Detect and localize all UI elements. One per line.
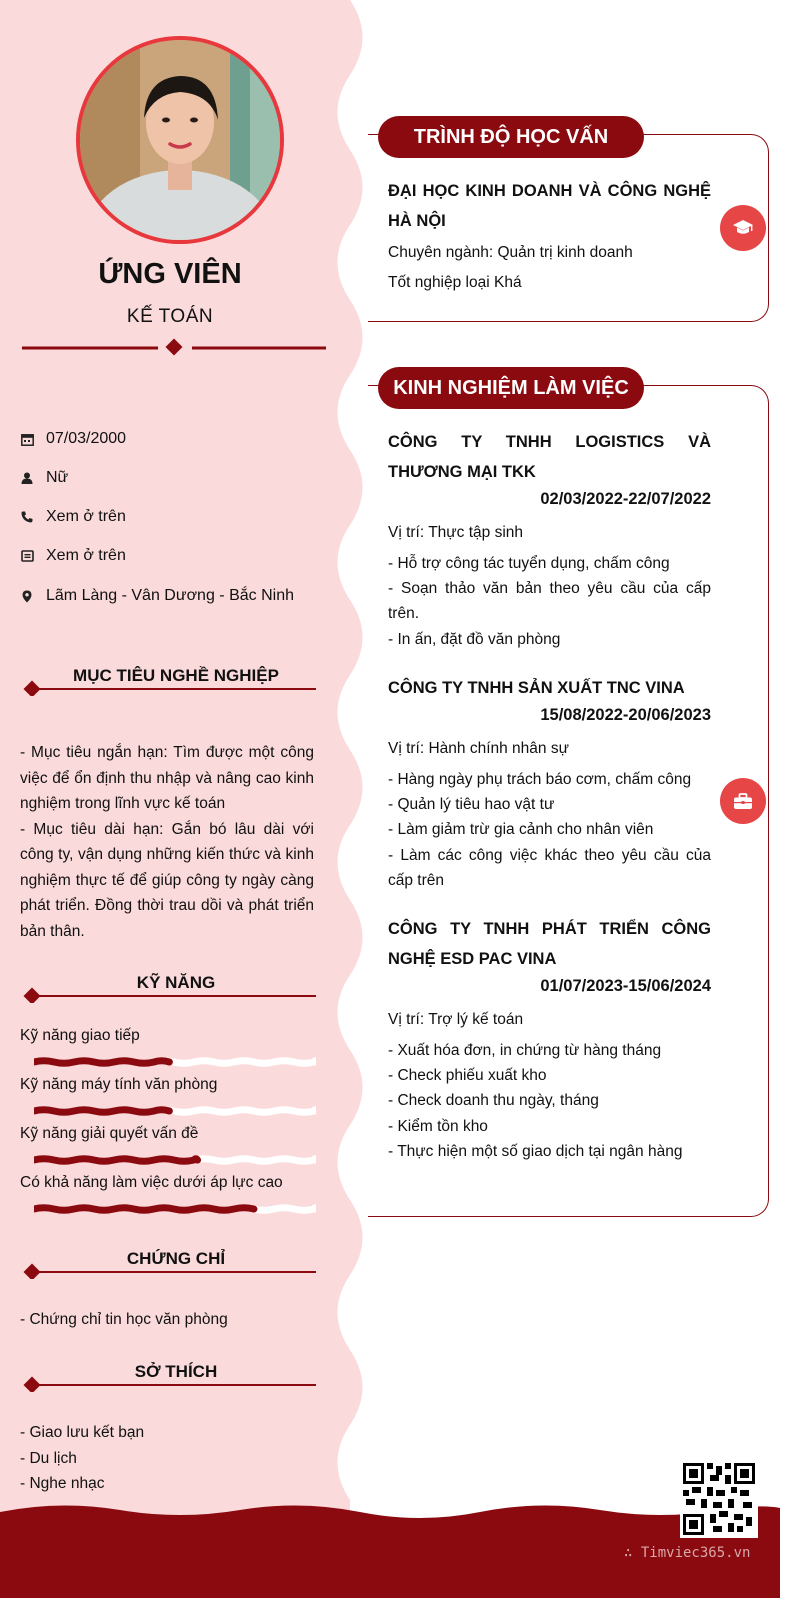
skill-bar (34, 1105, 316, 1117)
objective-text (20, 740, 314, 944)
objective-long-term: - Mục tiêu dài hạn: Gắn bó lâu dài với công ty, vận dụng những kiến thức và kinh nghiệm thực tế để giúp công ty ngày càng phát triển. Đồng thời trau dồi và phát triển bản thân. (20, 820, 314, 940)
hobby-item: - Du lịch (20, 1450, 77, 1467)
job-position: Vị trí: Thực tập sinh (388, 524, 524, 541)
job-duty: - Kiểm tồn kho (388, 1118, 488, 1135)
contact-address (20, 585, 294, 607)
job-duty: - Hàng ngày phụ trách báo cơm, chấm công (388, 771, 692, 788)
job-duty: - Check doanh thu ngày, tháng (388, 1092, 599, 1109)
education-grade: Tốt nghiệp loại Khá (388, 274, 522, 291)
job-title: KẾ TOÁN (126, 306, 214, 327)
qr-code (680, 1460, 758, 1538)
portrait-image (80, 40, 280, 240)
user-icon (20, 471, 34, 485)
skill-fill (34, 1061, 169, 1064)
skill-label: Có khả năng làm việc dưới áp lực cao (20, 1174, 283, 1191)
phone-icon (20, 510, 34, 524)
education-major: Chuyên ngành: Quản trị kinh doanh (388, 244, 633, 261)
contact-email (20, 545, 126, 567)
objective-short-term: - Mục tiêu ngắn hạn: Tìm được một công việc để ổn định thu nhập và nâng cao kinh nghiệm trong lĩnh vực kế toán (20, 744, 314, 812)
hobby-item: - Nghe nhạc (20, 1475, 105, 1492)
email-text: Xem ở trên (46, 547, 126, 564)
name-divider (22, 338, 326, 358)
calendar-icon (20, 432, 34, 446)
skill-fill (34, 1159, 198, 1162)
objective-title: MỤC TIÊU NGHỀ NGHIỆP (73, 666, 279, 685)
address-text: Lãm Làng - Vân Dương - Bắc Ninh (46, 587, 294, 604)
skill-fill (34, 1110, 169, 1113)
education-school: ĐẠI HỌC KINH DOANH VÀ CÔNG NGHỆ HÀ NỘI (388, 182, 711, 230)
certificates-heading (20, 1249, 316, 1275)
experience-title: KINH NGHIỆM LÀM VIỆC (378, 367, 644, 409)
job-position: Vị trí: Trợ lý kế toán (388, 1011, 524, 1028)
job-duty: - Làm các công việc khác theo yêu cầu của cấp trên (388, 847, 711, 889)
avatar (76, 36, 284, 244)
watermark-text: ∴ Timviec365.vn (624, 1545, 751, 1561)
hobbies-title: SỞ THÍCH (134, 1362, 218, 1381)
job-duty: - Quản lý tiêu hao vật tư (388, 796, 555, 813)
birthday-text: 07/03/2000 (46, 430, 127, 447)
job-duty: - Hỗ trợ công tác tuyển dụng, chấm công (388, 555, 670, 572)
skill-label: Kỹ năng giao tiếp (20, 1027, 140, 1044)
job-company: CÔNG TY TNHH LOGISTICS VÀ THƯƠNG MẠI TKK (388, 433, 711, 481)
skill-label: Kỹ năng máy tính văn phòng (20, 1076, 218, 1093)
skill-label: Kỹ năng giải quyết vấn đề (20, 1125, 199, 1142)
job-company: CÔNG TY TNHH PHÁT TRIỂN CÔNG NGHỆ ESD PAC VINA (388, 920, 711, 968)
gender-text: Nữ (46, 469, 69, 486)
job-duty: - Soạn thảo văn bản theo yêu cầu của cấp trên. (388, 580, 711, 622)
contact-birthday (20, 428, 126, 450)
skill-fill (34, 1208, 254, 1211)
education-title: TRÌNH ĐỘ HỌC VẤN (378, 116, 644, 158)
skill-bar (34, 1203, 316, 1215)
skills-title: KỸ NĂNG (136, 973, 216, 992)
candidate-name: ỨNG VIÊN (98, 258, 242, 290)
skill-bar (34, 1154, 316, 1166)
skills-heading (20, 973, 316, 999)
job-period: 02/03/2022-22/07/2022 (540, 490, 711, 508)
objective-heading (20, 666, 316, 692)
job-period: 15/08/2022-20/06/2023 (540, 706, 711, 724)
job-duty: - Xuất hóa đơn, in chứng từ hàng tháng (388, 1042, 662, 1059)
hobbies-heading (20, 1362, 316, 1388)
graduation-cap-icon (720, 205, 766, 251)
contact-phone (20, 506, 126, 528)
phone-text: Xem ở trên (46, 508, 126, 525)
location-icon (20, 589, 34, 603)
job-duty: - Làm giảm trừ gia cảnh cho nhân viên (388, 821, 654, 838)
certificates-title: CHỨNG CHỈ (126, 1249, 226, 1268)
job-duty: - In ấn, đặt đồ văn phòng (388, 631, 561, 648)
hobby-item: - Giao lưu kết bạn (20, 1424, 145, 1441)
email-icon (20, 549, 34, 563)
skill-bar (34, 1056, 316, 1068)
certificate-item: - Chứng chỉ tin học văn phòng (20, 1311, 228, 1328)
contact-gender (20, 467, 68, 489)
job-duty: - Thực hiện một số giao dịch tại ngân hàng (388, 1143, 683, 1160)
briefcase-icon (720, 778, 766, 824)
job-position: Vị trí: Hành chính nhân sự (388, 740, 569, 757)
job-duty: - Check phiếu xuất kho (388, 1067, 547, 1084)
job-company: CÔNG TY TNHH SẢN XUẤT TNC VINA (388, 679, 685, 697)
job-period: 01/07/2023-15/06/2024 (540, 977, 711, 995)
